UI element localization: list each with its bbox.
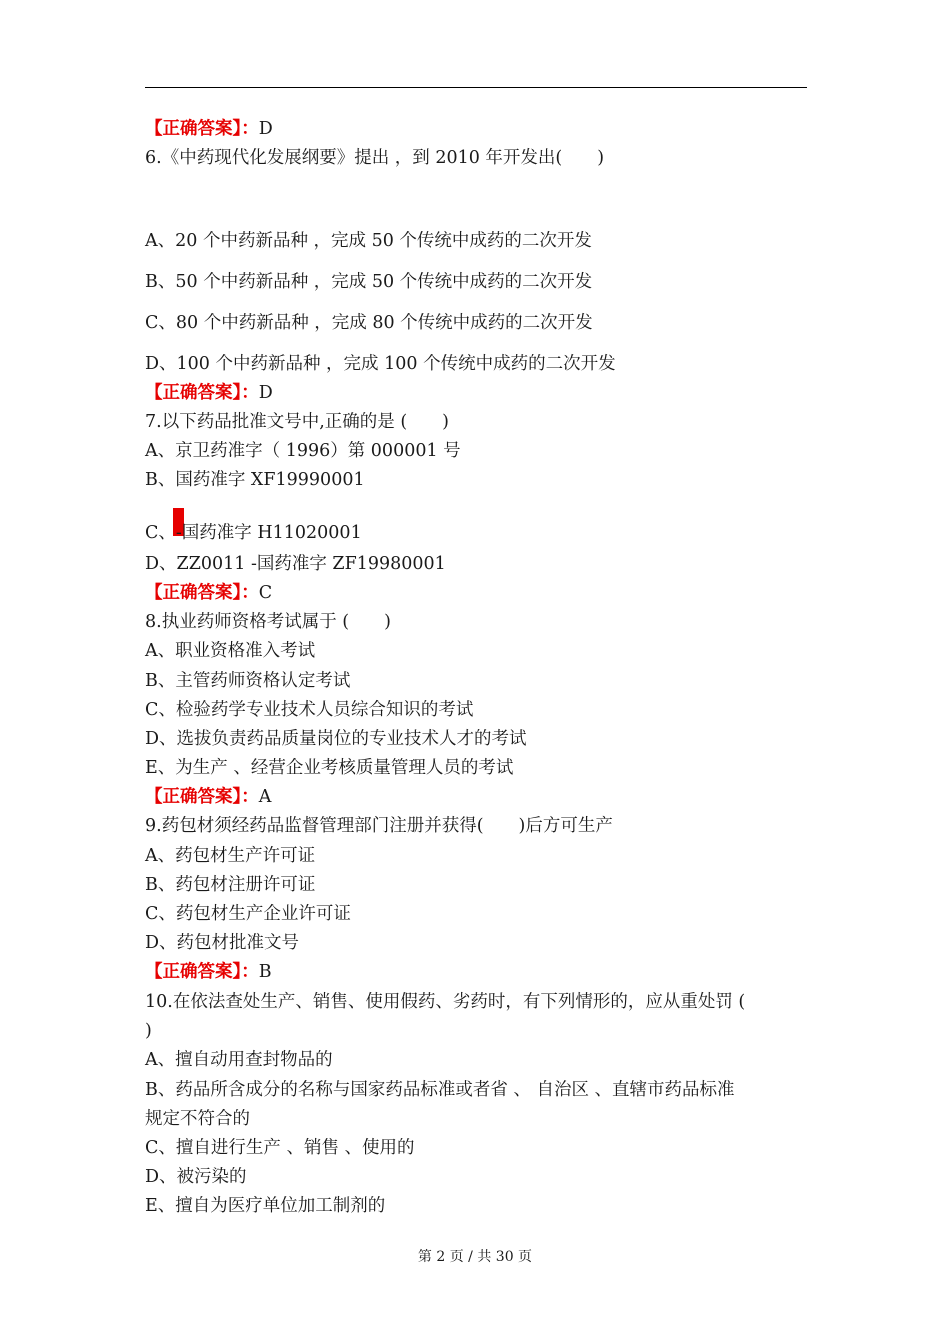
option-8e: E、为生产 、经营企业考核质量管理人员的考试 bbox=[145, 758, 514, 778]
answer-value: A bbox=[258, 787, 272, 807]
option-7d: D、ZZ0011 -国药准字 ZF19980001 bbox=[145, 554, 446, 574]
answer-separator: ： bbox=[241, 962, 259, 982]
answer-label: 【正确答案】 bbox=[145, 119, 242, 139]
answer-line bbox=[145, 786, 271, 808]
answer-value: D bbox=[258, 119, 273, 139]
answer-label: 【正确答案】 bbox=[145, 583, 242, 603]
answer-separator: ： bbox=[241, 119, 259, 139]
answer-line bbox=[145, 118, 273, 140]
page-footer: 第 2 页 / 共 30 页 bbox=[417, 1249, 533, 1265]
option-10a: A、擅自动用查封物品的 bbox=[145, 1050, 333, 1070]
question-9: 9.药包材须经药品监督管理部门注册并获得( )后方可生产 bbox=[145, 816, 613, 836]
answer-value: C bbox=[258, 583, 273, 603]
option-10c: C、擅自进行生产 、销售 、使用的 bbox=[145, 1138, 415, 1158]
answer-line bbox=[145, 961, 272, 983]
option-7a: A、京卫药准字（ 1996）第 000001 号 bbox=[145, 441, 461, 461]
answer-label: 【正确答案】 bbox=[145, 383, 242, 403]
answer-value: D bbox=[258, 383, 273, 403]
option-8a: A、职业资格准入考试 bbox=[145, 641, 316, 661]
option-10e: E、擅自为医疗单位加工制剂的 bbox=[145, 1196, 386, 1216]
option-9d: D、药包材批准文号 bbox=[145, 933, 300, 953]
option-7c: C、-国药准字 H11020001 bbox=[145, 523, 362, 543]
option-6b: B、50 个中药新品种 ，完成 50 个传统中成药的二次开发 bbox=[145, 272, 593, 292]
answer-separator: ： bbox=[241, 787, 259, 807]
answer-label: 【正确答案】 bbox=[145, 787, 242, 807]
option-8d: D、选拔负责药品质量岗位的专业技术人才的考试 bbox=[145, 729, 527, 749]
question-10-cont: ) bbox=[145, 1021, 152, 1041]
answer-line bbox=[145, 582, 272, 604]
answer-label: 【正确答案】 bbox=[145, 962, 242, 982]
question-6: 6.《中药现代化发展纲要》提出 ，到 2010 年开发出( ) bbox=[145, 148, 605, 168]
option-9a: A、药包材生产许可证 bbox=[145, 846, 316, 866]
option-8c: C、检验药学专业技术人员综合知识的考试 bbox=[145, 700, 474, 720]
option-10b-cont: 规定不符合的 bbox=[145, 1109, 250, 1129]
option-7b: B、国药准字 XF19990001 bbox=[145, 470, 365, 490]
option-6d: D、100 个中药新品种 ，完成 100 个传统中成药的二次开发 bbox=[145, 354, 616, 374]
option-6a: A、20 个中药新品种 ，完成 50 个传统中成药的二次开发 bbox=[145, 231, 592, 251]
answer-line bbox=[145, 382, 273, 404]
answer-separator: ： bbox=[241, 383, 259, 403]
option-10b: B、药品所含成分的名称与国家药品标准或者省 、 自治区 、直辖市药品标准 bbox=[145, 1080, 735, 1100]
option-9c: C、药包材生产企业许可证 bbox=[145, 904, 351, 924]
answer-separator: ： bbox=[241, 583, 259, 603]
answer-value: B bbox=[258, 962, 272, 982]
option-10d: D、被污染的 bbox=[145, 1167, 247, 1187]
option-8b: B、主管药师资格认定考试 bbox=[145, 671, 351, 691]
option-9b: B、药包材注册许可证 bbox=[145, 875, 316, 895]
option-6c: C、80 个中药新品种 ，完成 80 个传统中成药的二次开发 bbox=[145, 313, 593, 333]
question-7: 7.以下药品批准文号中,正确的是 ( ) bbox=[145, 412, 449, 432]
question-10: 10.在依法查处生产、销售、使用假药、劣药时，有下列情形的，应从重处罚 ( bbox=[145, 992, 746, 1012]
question-8: 8.执业药师资格考试属于 ( ) bbox=[145, 612, 391, 632]
header-rule bbox=[145, 87, 807, 88]
